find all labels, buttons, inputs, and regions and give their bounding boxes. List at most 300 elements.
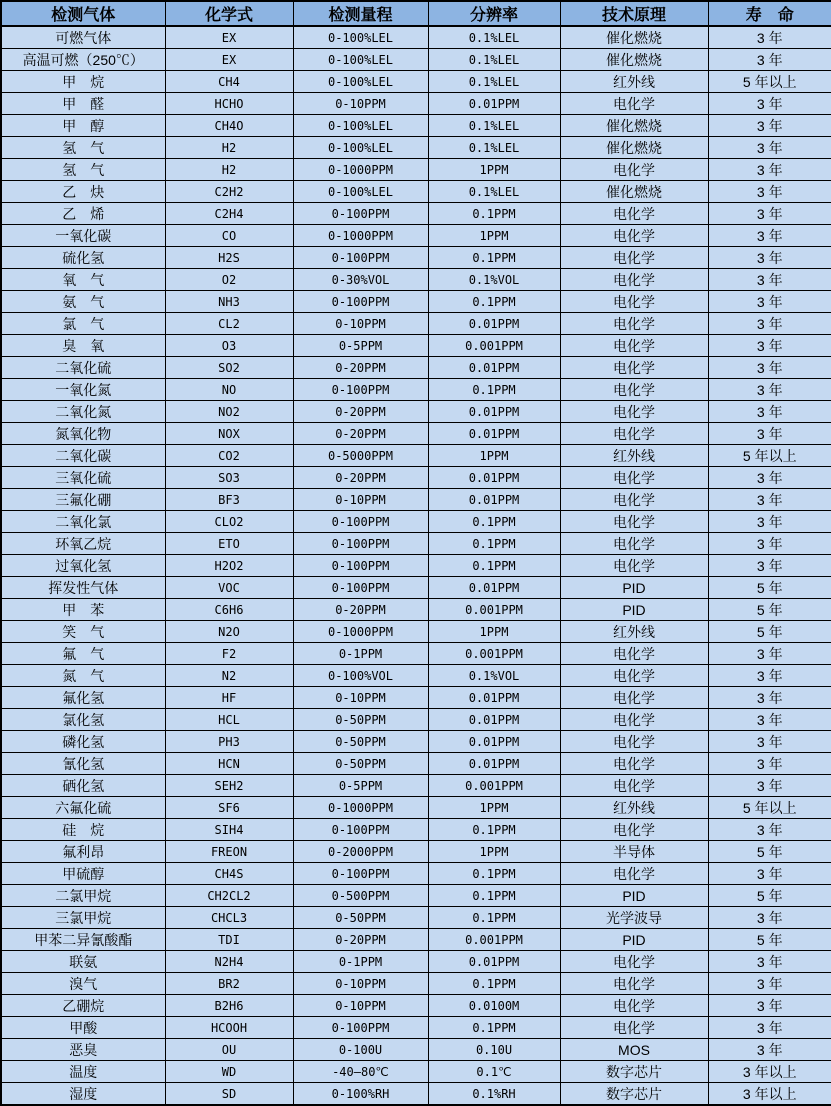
- cell-tech-principle: 催化燃烧: [560, 115, 708, 137]
- cell-lifespan: 5 年: [708, 841, 831, 863]
- table-row: [1, 687, 831, 709]
- cell-gas-name: 挥发性气体: [1, 577, 165, 599]
- cell-lifespan: 3 年: [708, 313, 831, 335]
- table-row: [1, 203, 831, 225]
- table-row: [1, 555, 831, 577]
- cell-lifespan: 3 年: [708, 269, 831, 291]
- cell-lifespan: 3 年: [708, 753, 831, 775]
- cell-tech-principle: 催化燃烧: [560, 26, 708, 49]
- cell-detection-range: 0-100%LEL: [293, 115, 428, 137]
- cell-lifespan: 3 年: [708, 291, 831, 313]
- cell-tech-principle: MOS: [560, 1039, 708, 1061]
- cell-lifespan: 5 年: [708, 885, 831, 907]
- cell-gas-name: 氮氧化物: [1, 423, 165, 445]
- cell-chemical-formula: BR2: [165, 973, 293, 995]
- cell-detection-range: 0-100%LEL: [293, 71, 428, 93]
- cell-lifespan: 3 年: [708, 335, 831, 357]
- cell-gas-name: 二氧化碳: [1, 445, 165, 467]
- table-row: [1, 885, 831, 907]
- table-row: [1, 577, 831, 599]
- table-header: [1, 1, 831, 26]
- cell-chemical-formula: F2: [165, 643, 293, 665]
- cell-gas-name: 氟 气: [1, 643, 165, 665]
- cell-resolution: 0.1PPM: [428, 907, 560, 929]
- cell-lifespan: 3 年以上: [708, 1083, 831, 1106]
- cell-tech-principle: 电化学: [560, 753, 708, 775]
- cell-chemical-formula: CH4O: [165, 115, 293, 137]
- cell-lifespan: 5 年: [708, 599, 831, 621]
- cell-resolution: 0.01PPM: [428, 401, 560, 423]
- cell-resolution: 1PPM: [428, 841, 560, 863]
- cell-lifespan: 3 年: [708, 973, 831, 995]
- cell-gas-name: 三氧化硫: [1, 467, 165, 489]
- cell-resolution: 0.1PPM: [428, 247, 560, 269]
- table-row: [1, 1061, 831, 1083]
- cell-tech-principle: 电化学: [560, 665, 708, 687]
- cell-detection-range: 0-20PPM: [293, 401, 428, 423]
- cell-detection-range: 0-100PPM: [293, 533, 428, 555]
- table-row: [1, 247, 831, 269]
- cell-tech-principle: 电化学: [560, 511, 708, 533]
- table-row: [1, 1017, 831, 1039]
- table-row: [1, 181, 831, 203]
- cell-chemical-formula: H2: [165, 137, 293, 159]
- table-row: [1, 929, 831, 951]
- cell-resolution: 1PPM: [428, 445, 560, 467]
- cell-lifespan: 3 年: [708, 423, 831, 445]
- cell-chemical-formula: SEH2: [165, 775, 293, 797]
- cell-gas-name: 甲 醛: [1, 93, 165, 115]
- cell-resolution: 0.001PPM: [428, 643, 560, 665]
- cell-tech-principle: 催化燃烧: [560, 137, 708, 159]
- column-header-detection-range: 检测量程: [293, 1, 428, 26]
- cell-chemical-formula: CH4: [165, 71, 293, 93]
- cell-detection-range: 0-100PPM: [293, 511, 428, 533]
- cell-resolution: 0.001PPM: [428, 335, 560, 357]
- cell-lifespan: 3 年: [708, 1039, 831, 1061]
- cell-resolution: 0.01PPM: [428, 731, 560, 753]
- cell-gas-name: 氨 气: [1, 291, 165, 313]
- cell-lifespan: 3 年: [708, 555, 831, 577]
- cell-gas-name: 联氨: [1, 951, 165, 973]
- cell-gas-name: 溴气: [1, 973, 165, 995]
- cell-detection-range: 0-5000PPM: [293, 445, 428, 467]
- cell-resolution: 0.1%LEL: [428, 26, 560, 49]
- cell-gas-name: 二氧化氯: [1, 511, 165, 533]
- cell-gas-name: 氰化氢: [1, 753, 165, 775]
- table-row: [1, 423, 831, 445]
- cell-tech-principle: PID: [560, 599, 708, 621]
- cell-chemical-formula: ETO: [165, 533, 293, 555]
- cell-resolution: 1PPM: [428, 621, 560, 643]
- cell-tech-principle: 电化学: [560, 379, 708, 401]
- cell-lifespan: 3 年: [708, 247, 831, 269]
- cell-lifespan: 3 年: [708, 467, 831, 489]
- cell-chemical-formula: NOX: [165, 423, 293, 445]
- cell-gas-name: 可燃气体: [1, 26, 165, 49]
- cell-resolution: 0.1PPM: [428, 379, 560, 401]
- cell-resolution: 0.01PPM: [428, 423, 560, 445]
- cell-lifespan: 3 年: [708, 379, 831, 401]
- cell-lifespan: 3 年: [708, 203, 831, 225]
- cell-gas-name: 甲 烷: [1, 71, 165, 93]
- table-row: [1, 115, 831, 137]
- cell-detection-range: 0-50PPM: [293, 709, 428, 731]
- cell-gas-name: 乙硼烷: [1, 995, 165, 1017]
- cell-tech-principle: 电化学: [560, 247, 708, 269]
- cell-detection-range: 0-5PPM: [293, 775, 428, 797]
- cell-chemical-formula: H2S: [165, 247, 293, 269]
- cell-resolution: 0.01PPM: [428, 709, 560, 731]
- cell-gas-name: 乙 烯: [1, 203, 165, 225]
- cell-detection-range: 0-1PPM: [293, 643, 428, 665]
- cell-gas-name: 二氧化硫: [1, 357, 165, 379]
- cell-resolution: 0.1%VOL: [428, 269, 560, 291]
- cell-chemical-formula: O3: [165, 335, 293, 357]
- cell-lifespan: 3 年: [708, 511, 831, 533]
- cell-lifespan: 5 年: [708, 621, 831, 643]
- cell-detection-range: 0-100PPM: [293, 863, 428, 885]
- cell-detection-range: 0-10PPM: [293, 973, 428, 995]
- cell-lifespan: 3 年: [708, 26, 831, 49]
- cell-tech-principle: 电化学: [560, 709, 708, 731]
- cell-detection-range: 0-30%VOL: [293, 269, 428, 291]
- table-row: [1, 511, 831, 533]
- cell-detection-range: 0-1000PPM: [293, 797, 428, 819]
- cell-chemical-formula: WD: [165, 1061, 293, 1083]
- cell-tech-principle: 电化学: [560, 775, 708, 797]
- cell-gas-name: 磷化氢: [1, 731, 165, 753]
- cell-detection-range: 0-20PPM: [293, 357, 428, 379]
- cell-chemical-formula: OU: [165, 1039, 293, 1061]
- table-row: [1, 709, 831, 731]
- cell-lifespan: 3 年: [708, 951, 831, 973]
- cell-chemical-formula: HCHO: [165, 93, 293, 115]
- cell-gas-name: 一氧化氮: [1, 379, 165, 401]
- cell-tech-principle: PID: [560, 885, 708, 907]
- cell-tech-principle: 红外线: [560, 797, 708, 819]
- cell-gas-name: 六氟化硫: [1, 797, 165, 819]
- cell-tech-principle: 半导体: [560, 841, 708, 863]
- cell-chemical-formula: FREON: [165, 841, 293, 863]
- cell-resolution: 1PPM: [428, 159, 560, 181]
- cell-resolution: 0.1PPM: [428, 973, 560, 995]
- cell-lifespan: 3 年: [708, 995, 831, 1017]
- cell-gas-name: 湿度: [1, 1083, 165, 1106]
- cell-resolution: 0.1%LEL: [428, 137, 560, 159]
- cell-resolution: 0.01PPM: [428, 489, 560, 511]
- cell-resolution: 0.0100M: [428, 995, 560, 1017]
- cell-resolution: 0.01PPM: [428, 93, 560, 115]
- cell-chemical-formula: SF6: [165, 797, 293, 819]
- cell-tech-principle: 红外线: [560, 445, 708, 467]
- cell-resolution: 1PPM: [428, 225, 560, 247]
- cell-detection-range: 0-1000PPM: [293, 225, 428, 247]
- cell-chemical-formula: SO3: [165, 467, 293, 489]
- cell-resolution: 0.01PPM: [428, 577, 560, 599]
- cell-gas-name: 氯化氢: [1, 709, 165, 731]
- table-row: [1, 973, 831, 995]
- table-row: [1, 313, 831, 335]
- cell-chemical-formula: CH4S: [165, 863, 293, 885]
- cell-tech-principle: 电化学: [560, 995, 708, 1017]
- cell-resolution: 0.1PPM: [428, 203, 560, 225]
- table-row: [1, 951, 831, 973]
- table-row: [1, 819, 831, 841]
- cell-detection-range: 0-100%RH: [293, 1083, 428, 1106]
- cell-gas-name: 氯 气: [1, 313, 165, 335]
- cell-tech-principle: 电化学: [560, 159, 708, 181]
- column-header-resolution: 分辨率: [428, 1, 560, 26]
- cell-resolution: 0.1PPM: [428, 885, 560, 907]
- cell-resolution: 0.1%RH: [428, 1083, 560, 1106]
- table-row: [1, 665, 831, 687]
- cell-lifespan: 3 年: [708, 533, 831, 555]
- cell-gas-name: 氢 气: [1, 159, 165, 181]
- cell-lifespan: 3 年: [708, 159, 831, 181]
- table-row: [1, 533, 831, 555]
- cell-chemical-formula: HCOOH: [165, 1017, 293, 1039]
- cell-chemical-formula: TDI: [165, 929, 293, 951]
- table-row: [1, 445, 831, 467]
- cell-gas-name: 氢 气: [1, 137, 165, 159]
- cell-detection-range: 0-10PPM: [293, 489, 428, 511]
- cell-lifespan: 5 年以上: [708, 71, 831, 93]
- cell-chemical-formula: NH3: [165, 291, 293, 313]
- table-row: [1, 1039, 831, 1061]
- cell-chemical-formula: CL2: [165, 313, 293, 335]
- cell-chemical-formula: HF: [165, 687, 293, 709]
- table-row: [1, 137, 831, 159]
- cell-resolution: 0.01PPM: [428, 467, 560, 489]
- cell-lifespan: 3 年: [708, 137, 831, 159]
- cell-detection-range: 0-100%LEL: [293, 49, 428, 71]
- cell-chemical-formula: NO2: [165, 401, 293, 423]
- table-row: [1, 995, 831, 1017]
- cell-resolution: 0.1PPM: [428, 291, 560, 313]
- cell-resolution: 0.1%LEL: [428, 71, 560, 93]
- cell-detection-range: -40—80℃: [293, 1061, 428, 1083]
- cell-detection-range: 0-20PPM: [293, 929, 428, 951]
- cell-chemical-formula: EX: [165, 26, 293, 49]
- cell-tech-principle: 电化学: [560, 489, 708, 511]
- cell-detection-range: 0-20PPM: [293, 599, 428, 621]
- cell-detection-range: 0-1000PPM: [293, 621, 428, 643]
- table-row: [1, 49, 831, 71]
- cell-tech-principle: 电化学: [560, 93, 708, 115]
- cell-detection-range: 0-100U: [293, 1039, 428, 1061]
- cell-lifespan: 3 年: [708, 907, 831, 929]
- table-row: [1, 731, 831, 753]
- cell-tech-principle: 电化学: [560, 1017, 708, 1039]
- cell-gas-name: 硅 烷: [1, 819, 165, 841]
- cell-tech-principle: 数字芯片: [560, 1083, 708, 1106]
- cell-gas-name: 甲酸: [1, 1017, 165, 1039]
- cell-chemical-formula: C2H4: [165, 203, 293, 225]
- cell-gas-name: 高温可燃（250℃）: [1, 49, 165, 71]
- cell-tech-principle: 电化学: [560, 863, 708, 885]
- cell-tech-principle: 电化学: [560, 555, 708, 577]
- cell-chemical-formula: H2: [165, 159, 293, 181]
- cell-tech-principle: 电化学: [560, 973, 708, 995]
- cell-resolution: 0.001PPM: [428, 775, 560, 797]
- cell-tech-principle: 红外线: [560, 71, 708, 93]
- cell-lifespan: 3 年: [708, 115, 831, 137]
- cell-lifespan: 3 年: [708, 401, 831, 423]
- table-row: [1, 335, 831, 357]
- table-row: [1, 26, 831, 49]
- cell-chemical-formula: H2O2: [165, 555, 293, 577]
- table-row: [1, 797, 831, 819]
- cell-detection-range: 0-10PPM: [293, 687, 428, 709]
- table-row: [1, 291, 831, 313]
- cell-resolution: 0.001PPM: [428, 929, 560, 951]
- cell-gas-name: 硫化氢: [1, 247, 165, 269]
- cell-chemical-formula: N2: [165, 665, 293, 687]
- cell-lifespan: 3 年: [708, 357, 831, 379]
- cell-lifespan: 3 年: [708, 863, 831, 885]
- cell-chemical-formula: VOC: [165, 577, 293, 599]
- cell-gas-name: 氮 气: [1, 665, 165, 687]
- cell-resolution: 0.1PPM: [428, 555, 560, 577]
- cell-chemical-formula: CH2CL2: [165, 885, 293, 907]
- cell-gas-name: 恶臭: [1, 1039, 165, 1061]
- cell-detection-range: 0-50PPM: [293, 753, 428, 775]
- cell-chemical-formula: B2H6: [165, 995, 293, 1017]
- cell-detection-range: 0-50PPM: [293, 731, 428, 753]
- cell-detection-range: 0-10PPM: [293, 313, 428, 335]
- cell-gas-name: 过氧化氢: [1, 555, 165, 577]
- cell-gas-name: 笑 气: [1, 621, 165, 643]
- cell-lifespan: 5 年: [708, 577, 831, 599]
- cell-lifespan: 3 年: [708, 687, 831, 709]
- table-row: [1, 621, 831, 643]
- table-row: [1, 753, 831, 775]
- table-row: [1, 599, 831, 621]
- cell-chemical-formula: BF3: [165, 489, 293, 511]
- cell-chemical-formula: SO2: [165, 357, 293, 379]
- cell-gas-name: 乙 炔: [1, 181, 165, 203]
- cell-gas-name: 一氧化碳: [1, 225, 165, 247]
- cell-tech-principle: 电化学: [560, 467, 708, 489]
- cell-detection-range: 0-100PPM: [293, 577, 428, 599]
- cell-tech-principle: 电化学: [560, 357, 708, 379]
- cell-resolution: 0.1%LEL: [428, 115, 560, 137]
- cell-detection-range: 0-10PPM: [293, 93, 428, 115]
- cell-chemical-formula: O2: [165, 269, 293, 291]
- cell-detection-range: 0-100PPM: [293, 1017, 428, 1039]
- cell-tech-principle: 电化学: [560, 643, 708, 665]
- cell-chemical-formula: PH3: [165, 731, 293, 753]
- cell-gas-name: 臭 氧: [1, 335, 165, 357]
- cell-resolution: 0.001PPM: [428, 599, 560, 621]
- cell-chemical-formula: EX: [165, 49, 293, 71]
- cell-gas-name: 三氯甲烷: [1, 907, 165, 929]
- cell-chemical-formula: CHCL3: [165, 907, 293, 929]
- cell-lifespan: 3 年: [708, 49, 831, 71]
- cell-chemical-formula: CO2: [165, 445, 293, 467]
- column-header-tech-principle: 技术原理: [560, 1, 708, 26]
- column-header-chemical-formula: 化学式: [165, 1, 293, 26]
- cell-lifespan: 5 年以上: [708, 797, 831, 819]
- cell-tech-principle: PID: [560, 577, 708, 599]
- table-row: [1, 1083, 831, 1106]
- cell-lifespan: 3 年: [708, 93, 831, 115]
- cell-resolution: 0.10U: [428, 1039, 560, 1061]
- table-row: [1, 379, 831, 401]
- cell-tech-principle: 电化学: [560, 401, 708, 423]
- cell-lifespan: 3 年: [708, 775, 831, 797]
- cell-lifespan: 3 年: [708, 665, 831, 687]
- cell-tech-principle: 电化学: [560, 819, 708, 841]
- cell-detection-range: 0-20PPM: [293, 423, 428, 445]
- cell-tech-principle: 电化学: [560, 269, 708, 291]
- cell-resolution: 0.1PPM: [428, 511, 560, 533]
- cell-tech-principle: 电化学: [560, 225, 708, 247]
- cell-lifespan: 3 年: [708, 489, 831, 511]
- cell-gas-name: 甲 醇: [1, 115, 165, 137]
- table-row: [1, 775, 831, 797]
- cell-gas-name: 甲 苯: [1, 599, 165, 621]
- cell-tech-principle: 光学波导: [560, 907, 708, 929]
- cell-resolution: 0.1℃: [428, 1061, 560, 1083]
- cell-gas-name: 硒化氢: [1, 775, 165, 797]
- cell-tech-principle: 数字芯片: [560, 1061, 708, 1083]
- cell-tech-principle: 电化学: [560, 313, 708, 335]
- cell-chemical-formula: HCN: [165, 753, 293, 775]
- cell-lifespan: 3 年: [708, 709, 831, 731]
- cell-chemical-formula: N2H4: [165, 951, 293, 973]
- cell-resolution: 0.01PPM: [428, 313, 560, 335]
- table-row: [1, 489, 831, 511]
- cell-detection-range: 0-100%VOL: [293, 665, 428, 687]
- cell-chemical-formula: CLO2: [165, 511, 293, 533]
- cell-gas-name: 氧 气: [1, 269, 165, 291]
- table-row: [1, 907, 831, 929]
- cell-chemical-formula: C2H2: [165, 181, 293, 203]
- column-header-lifespan: 寿 命: [708, 1, 831, 26]
- cell-resolution: 0.1PPM: [428, 863, 560, 885]
- cell-lifespan: 3 年: [708, 819, 831, 841]
- cell-detection-range: 0-5PPM: [293, 335, 428, 357]
- cell-gas-name: 甲硫醇: [1, 863, 165, 885]
- cell-resolution: 0.1%LEL: [428, 181, 560, 203]
- table-row: [1, 269, 831, 291]
- table-row: [1, 71, 831, 93]
- cell-tech-principle: 催化燃烧: [560, 49, 708, 71]
- cell-detection-range: 0-500PPM: [293, 885, 428, 907]
- cell-lifespan: 3 年以上: [708, 1061, 831, 1083]
- cell-chemical-formula: HCL: [165, 709, 293, 731]
- cell-detection-range: 0-100PPM: [293, 203, 428, 225]
- cell-detection-range: 0-100%LEL: [293, 26, 428, 49]
- cell-tech-principle: 电化学: [560, 533, 708, 555]
- cell-detection-range: 0-100PPM: [293, 379, 428, 401]
- cell-detection-range: 0-50PPM: [293, 907, 428, 929]
- table-row: [1, 643, 831, 665]
- cell-gas-name: 三氟化硼: [1, 489, 165, 511]
- cell-lifespan: 3 年: [708, 181, 831, 203]
- cell-lifespan: 3 年: [708, 643, 831, 665]
- cell-tech-principle: 电化学: [560, 951, 708, 973]
- cell-gas-name: 环氧乙烷: [1, 533, 165, 555]
- cell-detection-range: 0-20PPM: [293, 467, 428, 489]
- cell-chemical-formula: N2O: [165, 621, 293, 643]
- cell-gas-name: 二氧化氮: [1, 401, 165, 423]
- cell-resolution: 0.1PPM: [428, 819, 560, 841]
- table-row: [1, 357, 831, 379]
- cell-tech-principle: 电化学: [560, 687, 708, 709]
